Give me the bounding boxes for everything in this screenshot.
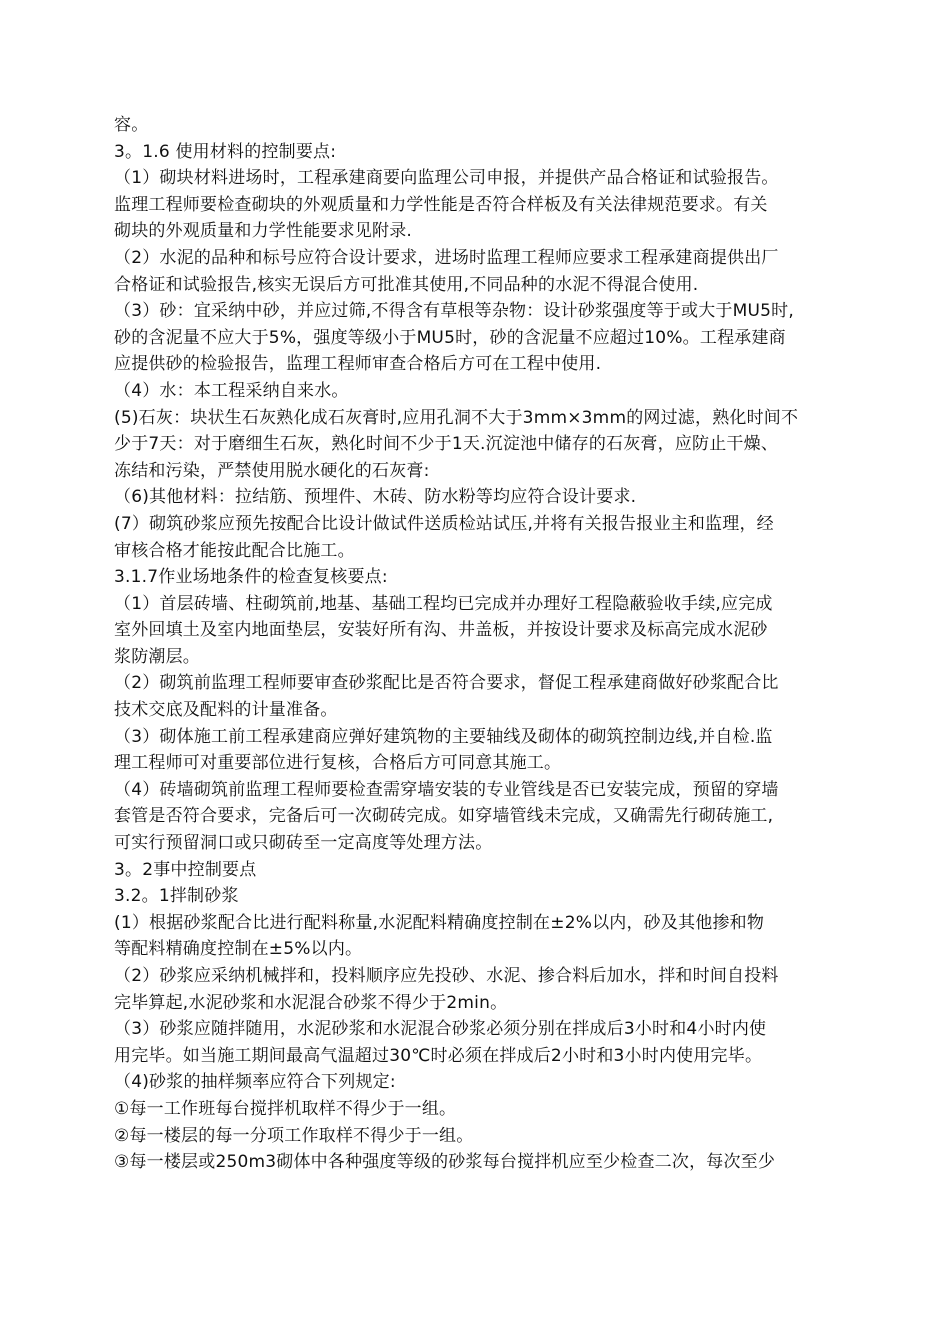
text-line: 3。2事中控制要点: [114, 859, 257, 880]
text-line: 理工程师可对重要部位进行复核，合格后方可同意其施工。: [114, 753, 562, 774]
text-line: 监理工程师要检查砌块的外观质量和力学性能是否符合样板及有关法律规范要求。有关: [114, 194, 768, 215]
text-line: （6)其他材料：拉结筋、预埋件、木砖、防水粉等均应符合设计要求.: [114, 487, 637, 508]
text-line: （1）首层砖墙、柱砌筑前,地基、基础工程均已完成并办理好工程隐蔽验收手续,应完成: [114, 593, 773, 614]
text-line: 技术交底及配料的计量准备。: [114, 700, 338, 721]
text-line: 室外回填土及室内地面垫层，安装好所有沟、井盖板，并按设计要求及标高完成水泥砂: [114, 620, 768, 641]
text-line: （2）砂浆应采纳机械拌和，投料顺序应先投砂、水泥、掺合料后加水，拌和时间自投料: [114, 966, 779, 986]
text-line: ①每一工作班每台搅拌机取样不得少于一组。: [114, 1098, 457, 1119]
text-line: 完毕算起,水泥砂浆和水泥混合砂浆不得少于2min。: [114, 992, 508, 1013]
text-line: 砌块的外观质量和力学性能要求见附录.: [114, 221, 413, 242]
text-line: 3。1.6 使用材料的控制要点:: [114, 141, 337, 162]
text-line: 可实行预留洞口或只砌砖至一定高度等处理方法。: [114, 833, 493, 854]
document-body: [114, 112, 874, 1176]
text-line: （4）砖墙砌筑前监理工程师要检查需穿墙安装的专业管线是否已安装完成，预留的穿墙: [114, 779, 779, 800]
text-line: 容。: [114, 115, 149, 135]
text-line: ②每一楼层的每一分项工作取样不得少于一组。: [114, 1125, 474, 1146]
text-line: 冻结和污染，严禁使用脱水硬化的石灰膏:: [114, 460, 430, 481]
text-line: （3）砌体施工前工程承建商应弹好建筑物的主要轴线及砌体的砌筑控制边线,并自检.监: [114, 726, 773, 747]
text-line: 审核合格才能按此配合比施工。: [114, 540, 355, 561]
text-line: （2）水泥的品种和标号应符合设计要求，进场时监理工程师应要求工程承建商提供出厂: [114, 247, 779, 268]
text-line: (1）根据砂浆配合比进行配料称量,水泥配料精确度控制在±2%以内，砂及其他掺和物: [114, 912, 765, 933]
text-line: ③每一楼层或250m3砌体中各种强度等级的砂浆每台搅拌机应至少检查二次，每次至少: [114, 1152, 776, 1173]
text-line: （3）砂：宜采纳中砂，并应过筛,不得含有草根等杂物：设计砂浆强度等于或大于MU5时,: [114, 301, 794, 322]
text-line: 少于7天：对于磨细生石灰，熟化时间不少于1天.沉淀池中储存的石灰膏，应防止干燥、: [114, 434, 779, 455]
text-line: 3.1.7作业场地条件的检查复核要点:: [114, 567, 388, 588]
text-line: （2）砌筑前监理工程师要审查砂浆配比是否符合要求，督促工程承建商做好砂浆配合比: [114, 673, 779, 694]
text-line: 等配料精确度控制在±5%以内。: [114, 939, 363, 960]
text-line: （1）砌块材料进场时，工程承建商要向监理公司申报，并提供产品合格证和试验报告。: [114, 168, 779, 189]
text-line: （4）水：本工程采纳自来水。: [114, 380, 349, 401]
text-line: (5)石灰：块状生石灰熟化成石灰膏时,应用孔洞不大于3mm×3mm的网过滤，熟化时间不: [114, 407, 799, 428]
text-line: 应提供砂的检验报告，监理工程师审查合格后方可在工程中使用.: [114, 354, 602, 375]
text-line: 3.2。1拌制砂浆: [114, 886, 239, 907]
text-line: （4)砂浆的抽样频率应符合下列规定:: [114, 1072, 396, 1093]
text-line: 套管是否符合要求，完备后可一次砌砖完成。如穿墙管线未完成，又确需先行砌砖施工,: [114, 806, 774, 827]
text-line: （3）砂浆应随拌随用，水泥砂浆和水泥混合砂浆必须分别在拌成后3小时和4小时内使: [114, 1019, 767, 1040]
text-line: 砂的含泥量不应大于5%，强度等级小于MU5时，砂的含泥量不应超过10%。工程承建商: [114, 327, 786, 348]
text-line: 用完毕。如当施工期间最高气温超过30℃时必须在拌成后2小时和3小时内使用完毕。: [114, 1045, 763, 1066]
text-line: (7）砌筑砂浆应预先按配合比设计做试件送质检站试压,并将有关报告报业主和监理，经: [114, 513, 774, 534]
text-line: 浆防潮层。: [114, 646, 200, 667]
text-line: 合格证和试验报告,核实无误后方可批准其使用,不同品种的水泥不得混合使用.: [114, 274, 699, 295]
